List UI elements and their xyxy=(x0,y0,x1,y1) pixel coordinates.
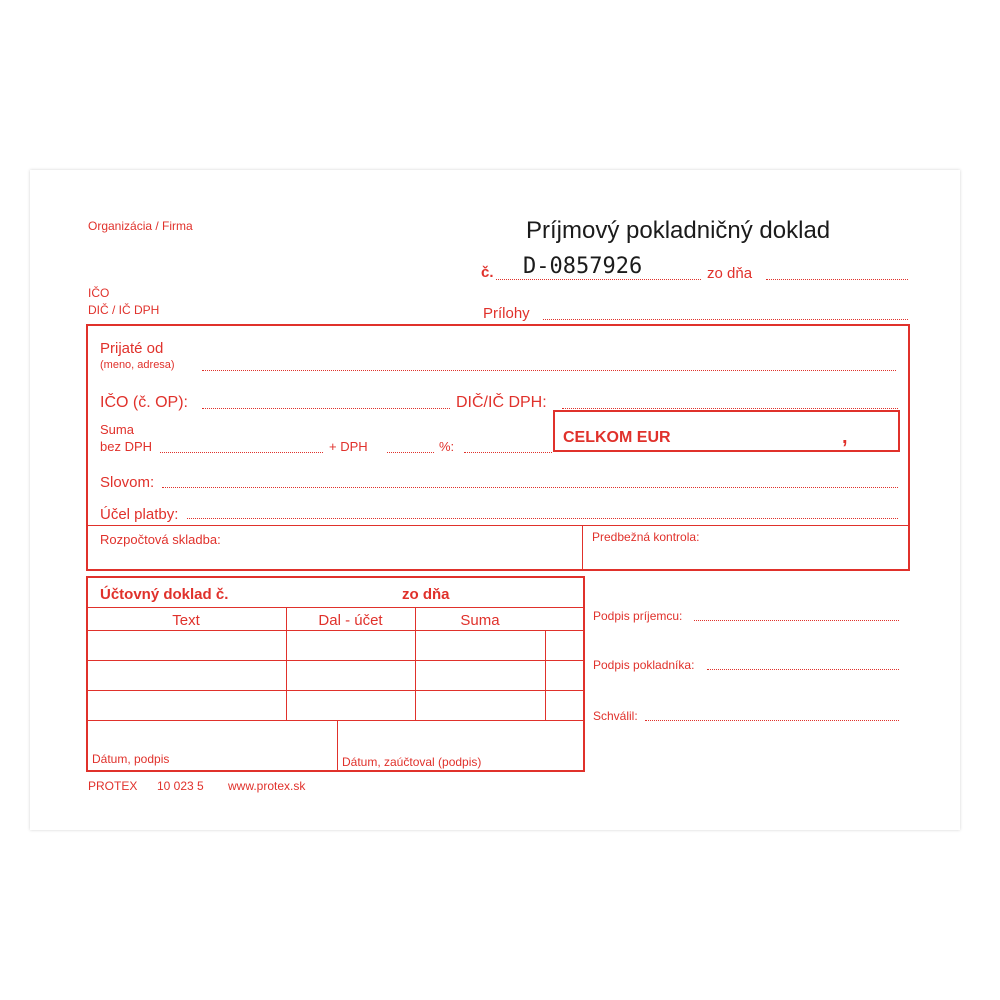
total-label: CELKOM EUR xyxy=(563,429,671,446)
accounting-footer-divider xyxy=(337,720,338,772)
footer-brand: PROTEX xyxy=(88,779,138,793)
dic-label: DIČ / IČ DPH xyxy=(88,303,160,317)
date-posted-label: Dátum, zaúčtoval (podpis) xyxy=(342,755,482,769)
date-sign-label: Dátum, podpis xyxy=(92,752,170,766)
document-number: D-0857926 xyxy=(523,254,643,279)
date-dotted-line xyxy=(766,279,908,280)
approved-signature-label: Schválil: xyxy=(593,709,638,723)
accounting-col-divider xyxy=(545,630,546,720)
accounting-date-label: zo dňa xyxy=(402,586,450,603)
accounting-header-top xyxy=(86,607,585,608)
org-label: Organizácia / Firma xyxy=(88,219,193,233)
footer-code: 10 023 5 xyxy=(157,779,204,793)
sum-label: Suma xyxy=(100,422,134,437)
attachments-dotted-line xyxy=(543,319,908,320)
base-dotted-line xyxy=(160,452,323,453)
attachments-label: Prílohy xyxy=(483,305,530,322)
words-dotted-line xyxy=(162,487,898,488)
column-header-sum: Suma xyxy=(460,612,500,629)
approved-signature-line xyxy=(645,720,899,721)
recipient-signature-label: Podpis príjemcu: xyxy=(593,609,683,623)
accounting-row-line xyxy=(86,660,585,661)
receipt-form xyxy=(30,170,960,830)
percent-dotted-line xyxy=(464,452,552,453)
vat-dotted-line xyxy=(387,452,434,453)
budget-divider xyxy=(582,525,583,571)
received-from-sublabel: (meno, adresa) xyxy=(100,359,175,371)
preliminary-control-label: Predbežná kontrola: xyxy=(592,530,700,544)
recipient-signature-line xyxy=(694,620,899,621)
received-divider xyxy=(86,525,910,526)
total-decimal-comma: , xyxy=(842,426,848,448)
purpose-label: Účel platby: xyxy=(100,506,179,523)
words-label: Slovom: xyxy=(100,474,155,491)
accounting-row-line xyxy=(86,720,585,721)
column-header-text: Text xyxy=(172,612,200,629)
accounting-doc-label: Účtovný doklad č. xyxy=(100,586,229,603)
accounting-box xyxy=(86,576,585,772)
ico-label: IČO xyxy=(88,286,110,300)
cashier-signature-label: Podpis pokladníka: xyxy=(593,658,695,672)
footer-website: www.protex.sk xyxy=(228,779,306,793)
ico-op-dotted-line xyxy=(202,408,450,409)
dic-vat-dotted-line xyxy=(562,408,898,409)
date-label: zo dňa xyxy=(707,265,753,282)
vat-label: + DPH xyxy=(329,439,368,454)
ico-op-label: IČO (č. OP): xyxy=(100,394,188,411)
received-from-label: Prijaté od xyxy=(100,340,164,357)
budget-label: Rozpočtová skladba: xyxy=(100,532,221,547)
purpose-dotted-line xyxy=(187,518,898,519)
number-dotted-line xyxy=(496,279,701,280)
base-label: bez DPH xyxy=(100,439,153,454)
received-from-dotted-line xyxy=(202,370,896,371)
column-header-account: Dal - účet xyxy=(318,612,383,629)
accounting-row-line xyxy=(86,690,585,691)
dic-vat-label: DIČ/IČ DPH: xyxy=(456,394,547,411)
accounting-header-bottom xyxy=(86,630,585,631)
cashier-signature-line xyxy=(707,669,899,670)
document-title: Príjmový pokladničný doklad xyxy=(526,217,831,244)
number-prefix: č. xyxy=(481,264,494,281)
percent-label: %: xyxy=(439,439,455,454)
